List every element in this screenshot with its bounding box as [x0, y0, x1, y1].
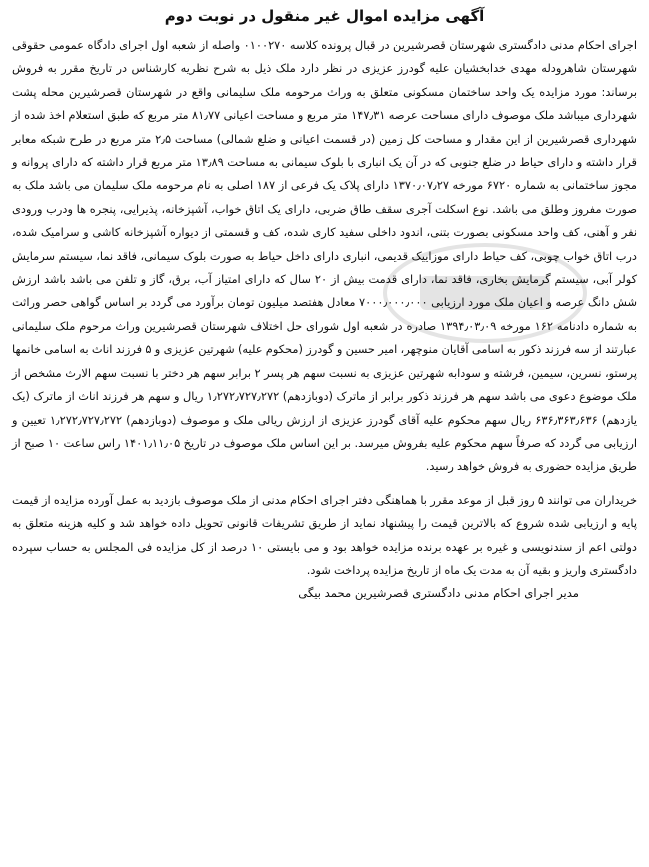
notice-main-paragraph: اجرای احکام مدنی دادگستری شهرستان قصرشیرین در قبال پرونده کلاسه ۰۱۰۰۲۷۰ واصله از شعبه اول اجرای دادگاه عمومی حقوقی شهرستان شاهرودله مهدی خدابخشیان علیه گودرز عزیزی در نظر دارد ملک ذیل به شرح نظریه کارشناس در تاریخ مقرر به فروش برساند: مورد مزایده یک واحد ساختمان مسکونی متعلق به وراث مرحومه ملک سلیمانی واقع در شهرستان قصرشیرین محله پشت شهرداری میباشد ملک موصوف دارای مساحت عرصه ۱۴۷٫۳۱ متر مربع و مساحت اعیانی ۸۱٫۷۷ متر مربع که طبق استعلام اخذ شده از شهرداری قصرشیرین از این مقدار و مساحت کل زمین (در قسمت اعیانی و ضلع شمالی) مساحت ۲٫۵ متر مربع در طرح شبکه معابر قرار داشته و دارای حیاط در ضلع جنوبی که در آن یک انباری با بلوک سیمانی به مساحت ۱۳٫۸۹ متر مربع قرار داشته که دارای پروانه و مجوز ساختمانی به شماره ۶۷۲۰ مورخه ۱۳۷۰٫۰۷٫۲۷ دارای پلاک یک فرعی از ۱۸۷ اصلی به نام مرحومه ملک سلیمان می باشد ملک به صورت مفروز وطلق می باشد. نوع اسکلت آجری سقف طاق ضربی، دارای یک اتاق خواب، آشپزخانه، پذیرایی، پنجره ها ودرب ورودی نفر و آهنی، کف واحد مسکونی بصورت بتنی، اندود داخلی سفید کاری شده، کف و قسمتی از دیواره آشپزخانه کاشی و سرامیک شده، درب اتاق خواب چوبی، کف حیاط دارای موزاییک قدیمی، انباری دارای داخل حیاط به صورت بلوک سیمانی، فاقد نما، سیستم سرمایش کولر آبی، سیستم گرمایش بخاری، فاقد نما، دارای قدمت بیش از ۲۰ سال که دارای امتیاز آب، برق، گاز و تلفن می باشد باشد ارزش شش دانگ عرصه و اعیان ملک مورد ارزیابی ۷۰۰۰٫۰۰۰٫۰۰۰ معادل هفتصد میلیون تومان برآورد می گردد بر اساس گواهی حصر وراثت به شماره دادنامه ۱۶۲ مورخه ۱۳۹۴٫۰۳٫۰۹ صادره در شعبه اول شورای حل اختلاف شهرستان قصرشیرین وراث مرحوم ملک سلیمانی عبارتند از سه فرزند ذکور به اسامی آقایان منوچهر، امیر حسین و گودرز (محکوم علیه) شهرتین عزیزی و ۵ فرزند اناث به اسامی خانمها پرستو، نسرین، سیمین، فرشته و سودابه شهرتین عزیزی به نسبت سهم هر پسر ۲ برابر سهم هر دختر با نسبت سهم الارث مشخص از ملک موضوع دعوی می باشد سهم هر فرزند ذکور برابر از ماترک (دوبازدهم) ۱٫۲۷۲٫۷۲۷٫۲۷۲ ریال و سهم هر فرزند اناث از ماترک (یک یازدهم) ۶۳۶٫۳۶۳٫۶۳۶ ریال سهم محکوم علیه آقای گودرز عزیزی از ارزش ریالی ملک و موصوف (دوبازدهم) ۱٫۲۷۲٫۷۲۷٫۲۷۲ تعیین و ارزیابی می گردد که صرفاً سهم محکوم علیه بفروش میرسد. بر این اساس ملک موصوف در تاریخ ۱۴۰۱٫۱۱٫۰۵ راس ساعت ۱۰ صبح از طریق مزایده حضوری به فروش خواهد رسید. [12, 38, 638, 474]
paragraph-spacer [12, 479, 637, 489]
notice-title: آگهی مزایده اموال غیر منقول در نوبت دوم [164, 7, 485, 25]
notice-signature: مدیر اجرای احکام مدنی دادگستری قصرشیرین محمد بیگی [298, 586, 579, 601]
notice-terms-paragraph: خریداران می توانند ۵ روز قبل از موعد مقرر با هماهنگی دفتر اجرای احکام مدنی از ملک موصوف بازدید به عمل آورده مزایده از قیمت پایه و ارزیابی شده شروع که بالاترین قیمت را پیشنهاد نماید از طریق تشریفات قانونی تحویل داده خواهد شد و کلیه هزینه متعلق به دولتی اعم از سندنویسی و غیره بر عهده برنده مزایده خواهد بود و می بایستی ۱۰ درصد از کل مزایده فی المجلس به حساب سپرده دادگستری واریز و بقیه آن به مدت یک ماه از تاریخ مزایده پرداخت شود. [12, 492, 638, 577]
